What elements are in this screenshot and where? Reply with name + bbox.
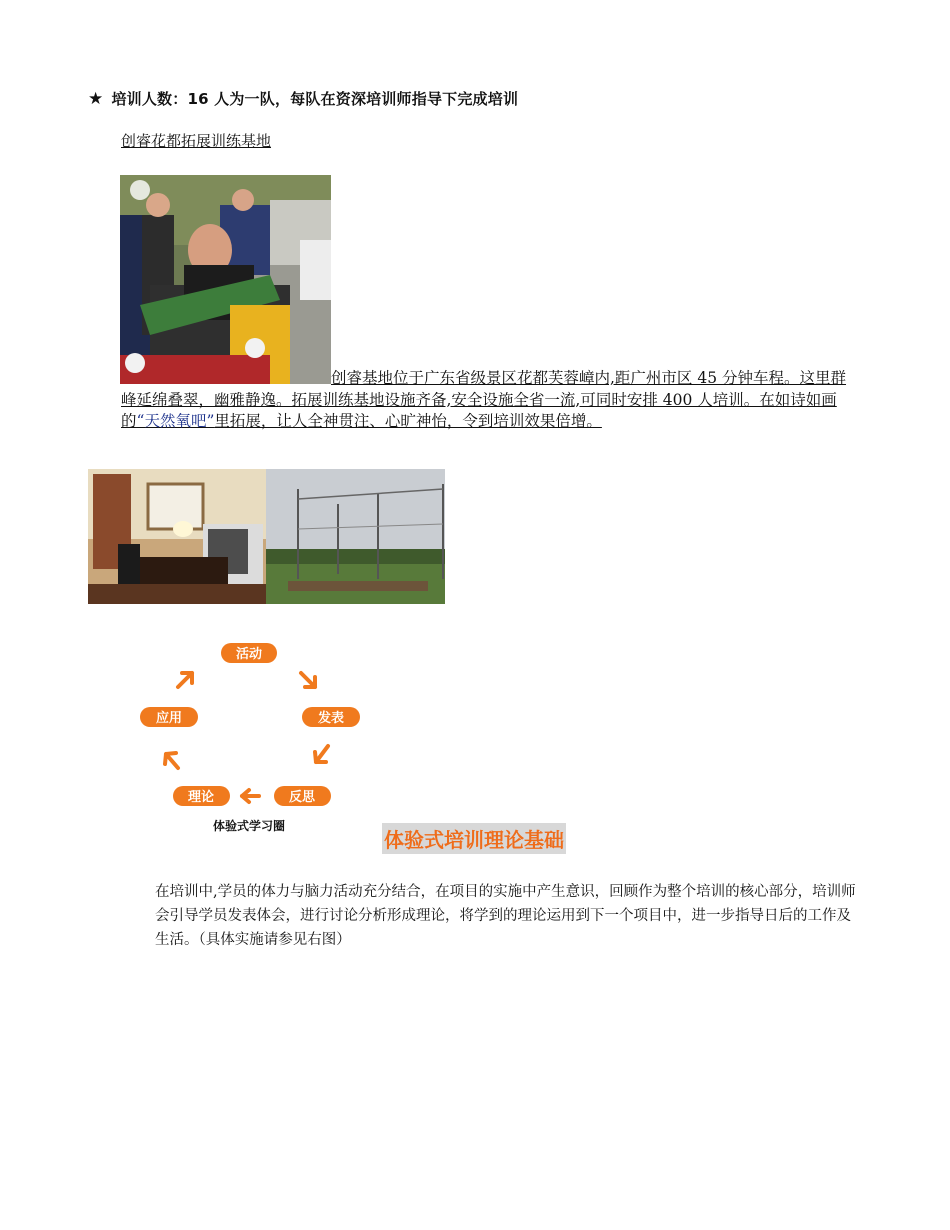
description-quote: “天然氧吧” xyxy=(136,412,215,430)
base-title: 创睿花都拓展训练基地 xyxy=(121,132,272,150)
training-activity-photo xyxy=(120,175,331,384)
cycle-step-activity xyxy=(221,643,277,663)
cycle-step-reflect xyxy=(274,786,331,806)
svg-text:应用: 应用 xyxy=(155,711,183,726)
arrow-icon xyxy=(165,753,178,768)
description-part2: 里拓展，让人全神贯注、心旷神怡，令到培训效果倍增。 xyxy=(214,412,602,430)
cycle-step-apply xyxy=(140,707,198,727)
cycle-step-theory xyxy=(173,786,230,806)
svg-text:理论: 理论 xyxy=(187,790,215,805)
experiential-learning-cycle xyxy=(138,640,368,840)
arrow-icon xyxy=(178,673,192,687)
heading-text: 培训人数：16 人为一队，每队在资深培训师指导下完成培训 xyxy=(111,90,519,108)
svg-text:发表: 发表 xyxy=(317,711,345,726)
facility-photos xyxy=(88,469,445,604)
description-part1: 创睿基地位于广东省级景区花都芙蓉嶂内,距广州市区 45 分钟车程。这里群峰延绵叠翠，幽雅静逸。拓展训练基地设施齐备,安全设施全省一流,可同时安排 400 人培训。在如诗如画的 xyxy=(121,369,847,430)
theory-body: 在培训中,学员的体力与脑力活动充分结合，在项目的实施中产生意识，回顾作为整个培训的核心部分，培训师会引导学员发表体会，进行讨论分析形成理论，将学到的理论运用到下一个项目中，进一步指导日后的工作及生活。（具体实施请参见右图） xyxy=(155,884,856,948)
cycle-step-present xyxy=(302,707,360,727)
svg-text:反思: 反思 xyxy=(288,790,316,805)
arrow-icon xyxy=(242,790,259,802)
base-description xyxy=(121,368,856,433)
arrow-icon xyxy=(315,746,328,762)
svg-text:活动: 活动 xyxy=(235,647,263,662)
theory-title: 体验式培训理论基础 xyxy=(382,823,566,854)
section-heading xyxy=(88,88,518,109)
arrow-icon xyxy=(301,673,315,687)
star-icon: ★ xyxy=(88,89,104,109)
cycle-caption: 体验式学习圈 xyxy=(212,819,286,833)
